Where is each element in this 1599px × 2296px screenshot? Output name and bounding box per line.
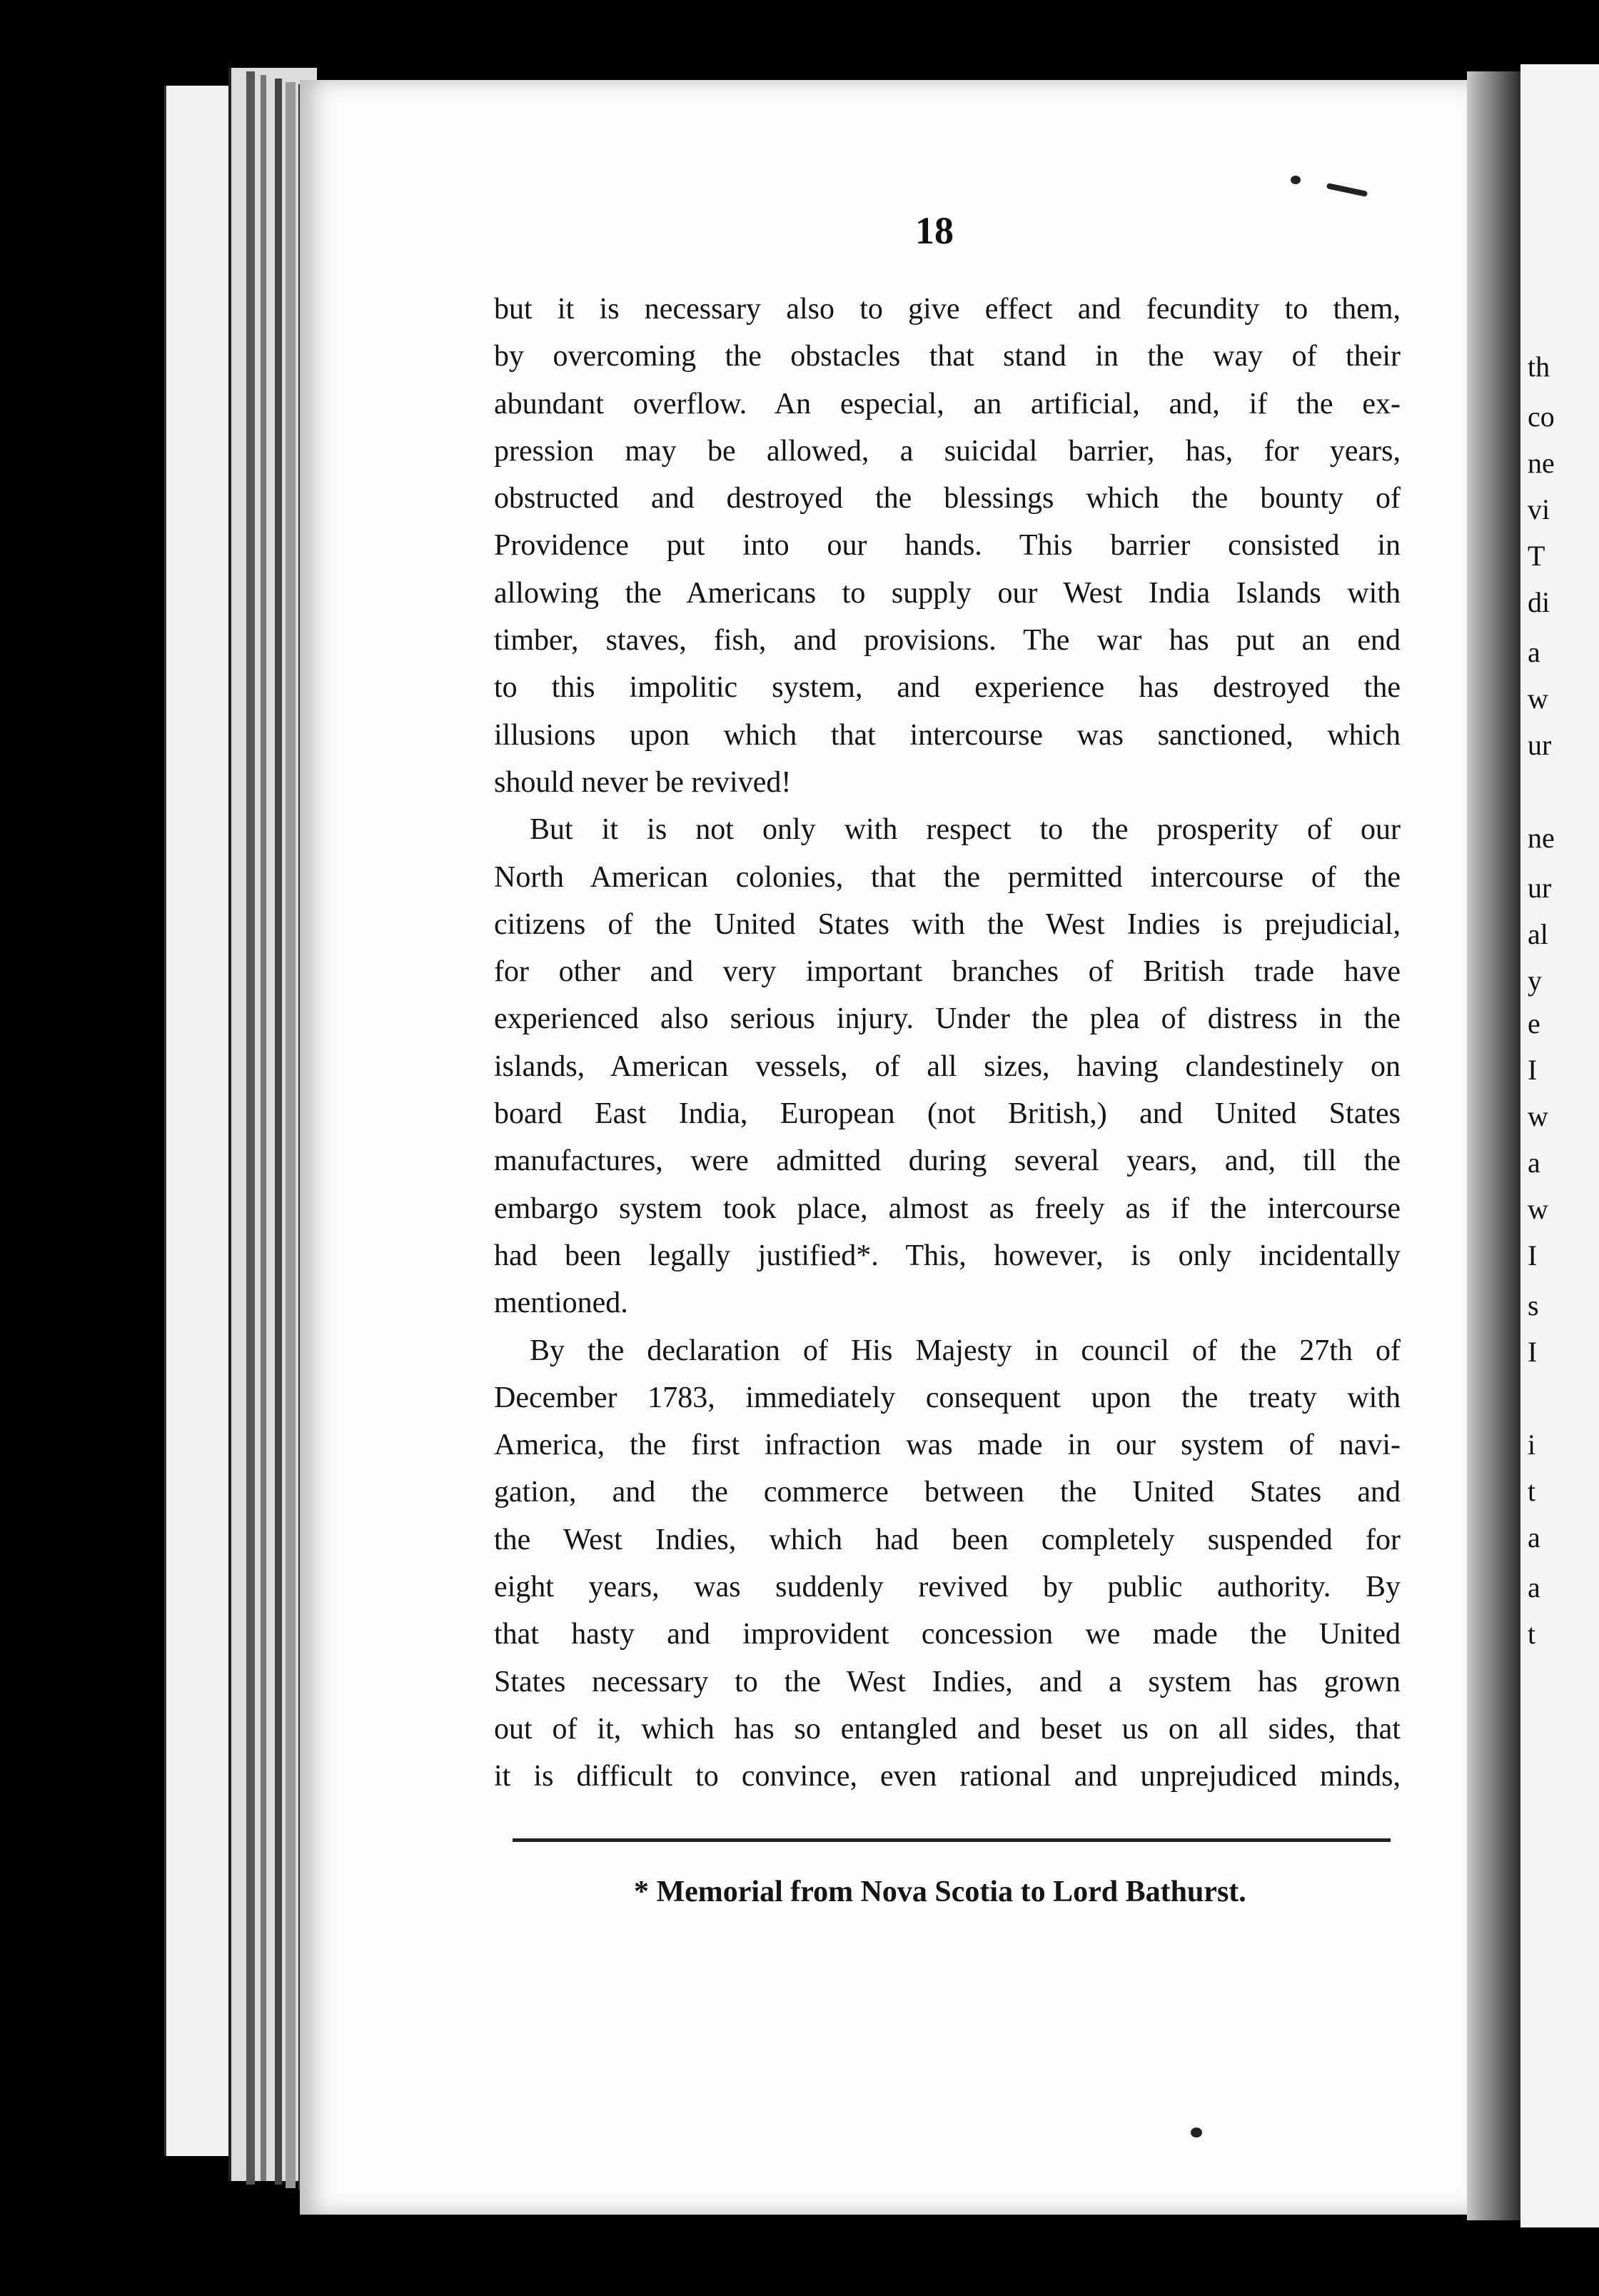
facing-text-fragment: t xyxy=(1528,1475,1536,1507)
text-line: abundant overflow. An especial, an artificial, and, if the ex- xyxy=(494,387,1401,421)
text-line: by overcoming the obstacles that stand in the way of their xyxy=(494,340,1401,373)
text-line: islands, American vessels, of all sizes, having clandestinely on xyxy=(494,1049,1401,1083)
facing-text-fragment: co xyxy=(1528,401,1555,433)
text-line: eight years, was suddenly revived by public authority. By xyxy=(494,1571,1401,1604)
text-line: should never be revived! xyxy=(494,765,792,799)
text-line: Providence put into our hands. This barrier consisted in xyxy=(494,529,1401,563)
page-edge-line xyxy=(261,75,266,2181)
facing-text-fragment: w xyxy=(1528,1100,1548,1132)
binding-gutter xyxy=(1467,71,1524,2220)
text-line: that hasty and improvident concession we made the United xyxy=(494,1618,1401,1651)
text-line: out of it, which has so entangled and beset us on all sides, that xyxy=(494,1712,1401,1746)
facing-text-fragment: a xyxy=(1528,1571,1540,1603)
text-line: America, the first infraction was made in our system of navi- xyxy=(494,1429,1401,1462)
page-edge-line xyxy=(286,82,296,2188)
ink-smudge xyxy=(1191,2128,1202,2138)
facing-text-fragment: ur xyxy=(1528,872,1552,904)
footnote: * Memorial from Nova Scotia to Lord Bathurst. xyxy=(634,1875,1246,1908)
facing-text-fragment: vi xyxy=(1528,493,1550,525)
page-edge-line xyxy=(275,79,282,2185)
page-number: 18 xyxy=(915,209,954,252)
facing-text-fragment: ne xyxy=(1528,447,1555,479)
facing-text-fragment: th xyxy=(1528,351,1550,383)
text-line: the West Indies, which had been completely suspended for xyxy=(494,1523,1401,1556)
facing-text-fragment: y xyxy=(1528,965,1542,997)
facing-text-fragment: I xyxy=(1528,1054,1538,1086)
facing-text-fragment: al xyxy=(1528,918,1548,950)
text-line: North American colonies, that the permitted intercourse of the xyxy=(494,860,1401,894)
facing-text-fragment: i xyxy=(1528,1429,1536,1461)
facing-page-fragment xyxy=(1520,64,1599,2227)
page-edge-line xyxy=(246,71,255,2185)
text-line: had been legally justified*. This, however, is only incidentally xyxy=(494,1239,1401,1272)
text-line: illusions upon which that intercourse was sanctioned, which xyxy=(494,718,1401,752)
facing-text-fragment: a xyxy=(1528,636,1540,668)
facing-text-fragment: t xyxy=(1528,1618,1536,1650)
facing-text-fragment: w xyxy=(1528,1193,1548,1225)
facing-text-fragment: w xyxy=(1528,683,1548,715)
text-line: for other and very important branches of British trade have xyxy=(494,955,1401,989)
facing-text-fragment: a xyxy=(1528,1147,1540,1179)
facing-text-fragment: ne xyxy=(1528,822,1555,854)
text-line: timber, staves, fish, and provisions. The war has put an end xyxy=(494,624,1401,658)
facing-text-fragment: e xyxy=(1528,1007,1540,1039)
text-line: But it is not only with respect to the prosperity of our xyxy=(530,813,1401,847)
text-line: manufactures, were admitted during several years, and, till the xyxy=(494,1144,1401,1178)
text-line: gation, and the commerce between the United States and xyxy=(494,1476,1401,1509)
text-line: it is difficult to convince, even rational and unprejudiced minds, xyxy=(494,1760,1401,1793)
facing-text-fragment: s xyxy=(1528,1289,1539,1321)
text-line: States necessary to the West Indies, and a system has grown xyxy=(494,1665,1401,1698)
facing-text-fragment: T xyxy=(1528,540,1545,572)
text-line: embargo system took place, almost as freely as if the intercourse xyxy=(494,1192,1401,1225)
facing-text-fragment: ur xyxy=(1528,729,1552,761)
text-line: experienced also serious injury. Under the plea of distress in the xyxy=(494,1002,1401,1036)
ink-smudge xyxy=(1291,176,1301,184)
text-line: obstructed and destroyed the blessings which the bounty of xyxy=(494,482,1401,515)
facing-text-fragment: di xyxy=(1528,586,1550,618)
footnote-rule xyxy=(513,1838,1391,1842)
facing-text-fragment: I xyxy=(1528,1239,1538,1272)
text-line: board East India, European (not British,) and United States xyxy=(494,1097,1401,1131)
text-line: to this impolitic system, and experience has destroyed the xyxy=(494,671,1401,705)
text-line: pression may be allowed, a suicidal barrier, has, for years, xyxy=(494,434,1401,468)
text-line: December 1783, immediately consequent upon the treaty with xyxy=(494,1381,1401,1414)
text-line: citizens of the United States with the West Indies is prejudicial, xyxy=(494,907,1401,941)
text-line: mentioned. xyxy=(494,1287,628,1320)
facing-text-fragment: I xyxy=(1528,1336,1538,1368)
text-line: allowing the Americans to supply our West India Islands with xyxy=(494,576,1401,610)
facing-text-fragment: a xyxy=(1528,1521,1540,1554)
body-text xyxy=(494,286,1401,1801)
text-line: but it is necessary also to give effect and fecundity to them, xyxy=(494,293,1401,326)
text-line: By the declaration of His Majesty in council of the 27th of xyxy=(530,1334,1401,1367)
